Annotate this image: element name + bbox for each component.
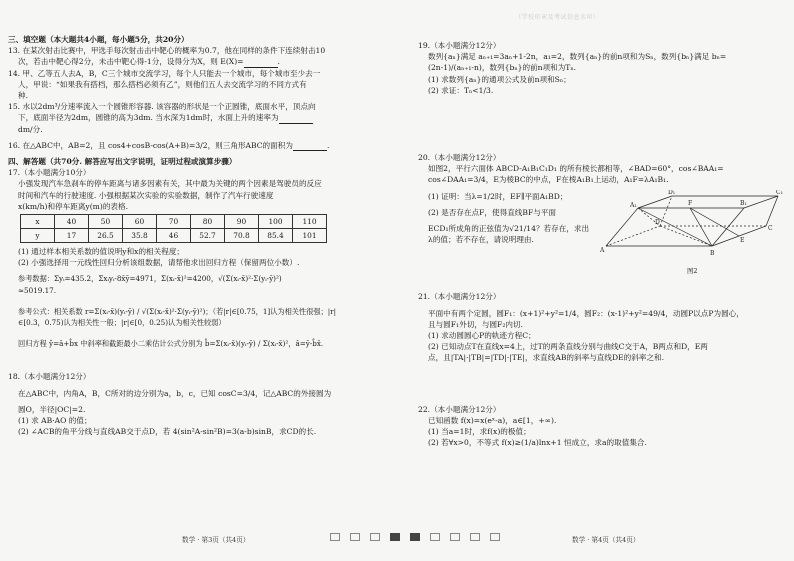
label-f: F [688,200,693,207]
edge-dd1 [660,196,672,226]
q14-line2: 人，甲说：“如果我有搭档，那么搭档必须有乙”，则他们五人去交流学习的不同方式有 [18,79,307,89]
q15-line1: 15. 水以2dm³/分速率流入一个圆锥形容器. 该容器的形状是一个正圆锥，底面水平，顶点向 [8,102,316,112]
data-table [20,214,327,243]
page-marker [350,533,360,541]
q16-line: 16. 在△ABC中，AB=2，且 cos4+cosB-cos(A+B)=3/2，则三角形ABC的面积为 . [8,140,330,150]
q17-line1: 小强发现汽车急刹车的停车距离与诸多因素有关，其中最为关键的两个因素是驾驶员的反应 [18,179,322,189]
q15-line2: 下，底面半径为2dm，圆锥的高为3dm. 当水深为1dm时，水面上升的速率为 [8,112,394,123]
edge-cc1 [766,196,778,226]
section-3-title: 三、填空题（本大题共4小题，每小题5分，共20分） [8,35,189,44]
left-column [8,34,394,437]
q18-line1: 在△ABC中，内角A，B，C所对的边分别为a，b，c，已知 cosC=3/4，记△ABC的外接圆为 [18,388,332,398]
q21-line1: 平面中有两个定圆，圆F₁：(x+1)²+y²=1/4，圆F₂：(x-1)²+y²=49/4，动圆P以点P为圆心， [428,308,744,318]
label-d1: D₁ [668,190,676,196]
q17-title: 17.（本小题满分10分） [8,168,91,178]
regression-formula: 回归方程 ŷ=â+b̂x 中斜率和截距最小二乘估计公式分别为 b̂=Σ(xᵢ-x̄)(yᵢ-ȳ) / Σ(xᵢ-x̄)²，â=ȳ-b̂x̄. [18,339,324,349]
label-b1: B₁ [740,200,747,207]
page-marker [410,533,420,541]
segment-ef [690,208,739,236]
label-b: B [710,250,715,257]
q18-part1: (1) 求 AB·AO 的值； [18,416,92,426]
q19-line1: 数列{aₙ}满足 aₙ₊₁=3aₙ+1-2n，a₁=2，数列{aₙ}的前n项和为Sₙ，数列{bₙ}满足 bₙ= [428,52,727,62]
q20-part2-line1: (2) 是否存在点F，使得直线BF与平面 [428,207,557,217]
q19-part2: (2) 求证：Tₙ<1/3. [428,85,494,95]
parallelepiped-figure [600,190,785,268]
q22-part1: (1) 当a=1时，求f(x)的极值； [428,427,531,437]
answer-blank [293,142,327,151]
q22-title: 22.（本小题满分12分） [418,404,501,414]
page-markers [330,533,500,541]
q13-line2: 次，若击中靶心得2分，未击中靶心得-1分，设得分为X，则 E(X)= . [18,57,280,67]
table-row-y: y 17 26.5 35.8 46 52.7 70.8 85.4 101 [21,229,327,243]
page-4-footer: 数学 · 第4页（共4页） [572,536,640,544]
q15-line3: dm/分. [18,124,43,134]
q21-part2-line2: 点，且|TA|·|TB|=|TD|·|TE|，求直线AB的斜率与直线DE的斜率之和. [428,353,664,363]
edge-b1c1 [744,196,778,208]
q17-line3: x(km/h)和停车距离y(m)的表格. [18,201,129,211]
q20-part2-line2: ECD₁所成角的正弦值为√21/14？若存在，求出 [428,224,590,234]
q17-part1: (1) 通过样本相关系数的值说明y和x的相关程度； [18,247,185,257]
page-marker [330,533,340,541]
q20-part2-line3: λ的值；若不存在，请说明理由. [428,235,534,245]
page-marker [490,533,500,541]
reference-formula-r-end: ∈[0.3，0.75)认为相关性一般；|r|∈[0，0.25)认为相关性较弱） [18,318,226,328]
q21-part1: (1) 求动圆圆心P的轨迹方程C； [428,331,536,341]
q21-line2: 且与圆F₁外切，与圆F₂内切. [428,319,523,329]
figure-caption: 图2 [687,267,698,275]
page-marker [450,533,460,541]
label-c: C [768,225,773,232]
reference-formula-r: 参考公式：相关系数 r=Σ(xᵢ-x̄)(yᵢ-ȳ) / √(Σ(xᵢ-x̄)²·Σ(yᵢ-ȳ)²)；（若|r|∈[0.75，1]认为相关性很强；|r| [18,306,337,316]
q17-part2: (2) 小强选择用一元线性回归分析该组数据，请帮他求出回归方程（保留两位小数）. [18,258,300,268]
answer-blank [279,115,313,124]
q20-part1: (1) 证明：当λ=1/2时，EF∥平面A₁BD； [428,191,568,201]
table-row-x: x 40 50 60 70 80 90 100 110 [21,215,327,229]
label-e: E [740,237,745,244]
q14-line3: 种. [18,91,29,101]
q19-part1: (1) 求数列{aₙ}的通项公式及前n项和Sₙ； [428,74,571,84]
q22-part2: (2) 若∀x>0，不等式 f(x)≥(1/a)lnx+1 恒成立，求a的取值集合. [428,438,647,448]
q18-title: 18.（本小题满分12分） [8,372,91,382]
answer-blank [244,59,278,68]
q21-part2: (2) 已知动点T在直线x=4上，过T的两条直线分别与曲线C交于A，B两点和D，E两 [428,342,708,352]
q17-line2: 时间和汽车的行驶速度. 小强根据某次实验的实验数据，制作了汽车行驶速度 [18,190,274,200]
page-marker [470,533,480,541]
page-marker [390,533,400,541]
segment-bd [660,226,712,246]
q18-line2: 圆O，半径|OC|=2. [18,404,86,414]
q20-title: 20.（本小题满分12分） [418,153,501,163]
label-a: A [600,247,605,254]
header-watermark: （学校印章及考试信息水印） [515,14,600,21]
q18-part2: (2) ∠ACB的角平分线与直线AB交于点D，若 4(sin²A-sin²B)=3(a-b)sinB，求CD的长. [18,427,317,437]
q21-title: 21.（本小题满分12分） [418,292,501,302]
page-marker [430,533,440,541]
reference-data: 参考数据：Σyᵢ=435.2，Σxᵢyᵢ-8x̄ȳ=4971，Σ(xᵢ-x̄)²=4200，√(Σ(xᵢ-x̄)²·Σ(yᵢ-ȳ)²) [18,274,282,284]
page-3-footer: 数学 · 第3页（共4页） [182,536,250,544]
label-c1: C₁ [776,190,783,196]
q13-line1: 13. 在某次射击比赛中，甲选手每次射击击中靶心的概率为0.7，他在同样的条件下连续射击10 [8,46,326,56]
edge-a1d1 [638,196,672,208]
q14-line1: 14. 甲、乙等五人去A，B，C三个城市交流学习，每个人只能去一个城市，每个城市至少去一 [8,68,321,78]
q20-line2: cos∠DAA₁=3/4，E为棱BC的中点，F在棱A₁B₁上运动，A₁F=λA₁B₁. [428,175,669,185]
q22-line1: 已知函数 f(x)=x(eˣ-a)，a∈[1，+∞). [428,415,557,425]
label-a1: A₁ [630,202,637,209]
q20-line1: 如图2，平行六面体 ABCD-A₁B₁C₁D₁ 的所有棱长都相等，∠BAD=60°，cos∠BAA₁= [428,164,724,174]
page-marker [370,533,380,541]
reference-data-end: ≈5019.17. [18,285,57,295]
q19-title: 19.（本小题满分12分） [418,41,501,50]
q19-line2: (2n-1)/(aₙ₊₁-n)，数列{bₙ}的前n项和为Tₙ. [428,63,577,73]
section-4-title: 四、解答题（共70分. 解答应写出文字说明，证明过程或演算步骤） [8,157,237,167]
label-d: D [655,219,660,226]
